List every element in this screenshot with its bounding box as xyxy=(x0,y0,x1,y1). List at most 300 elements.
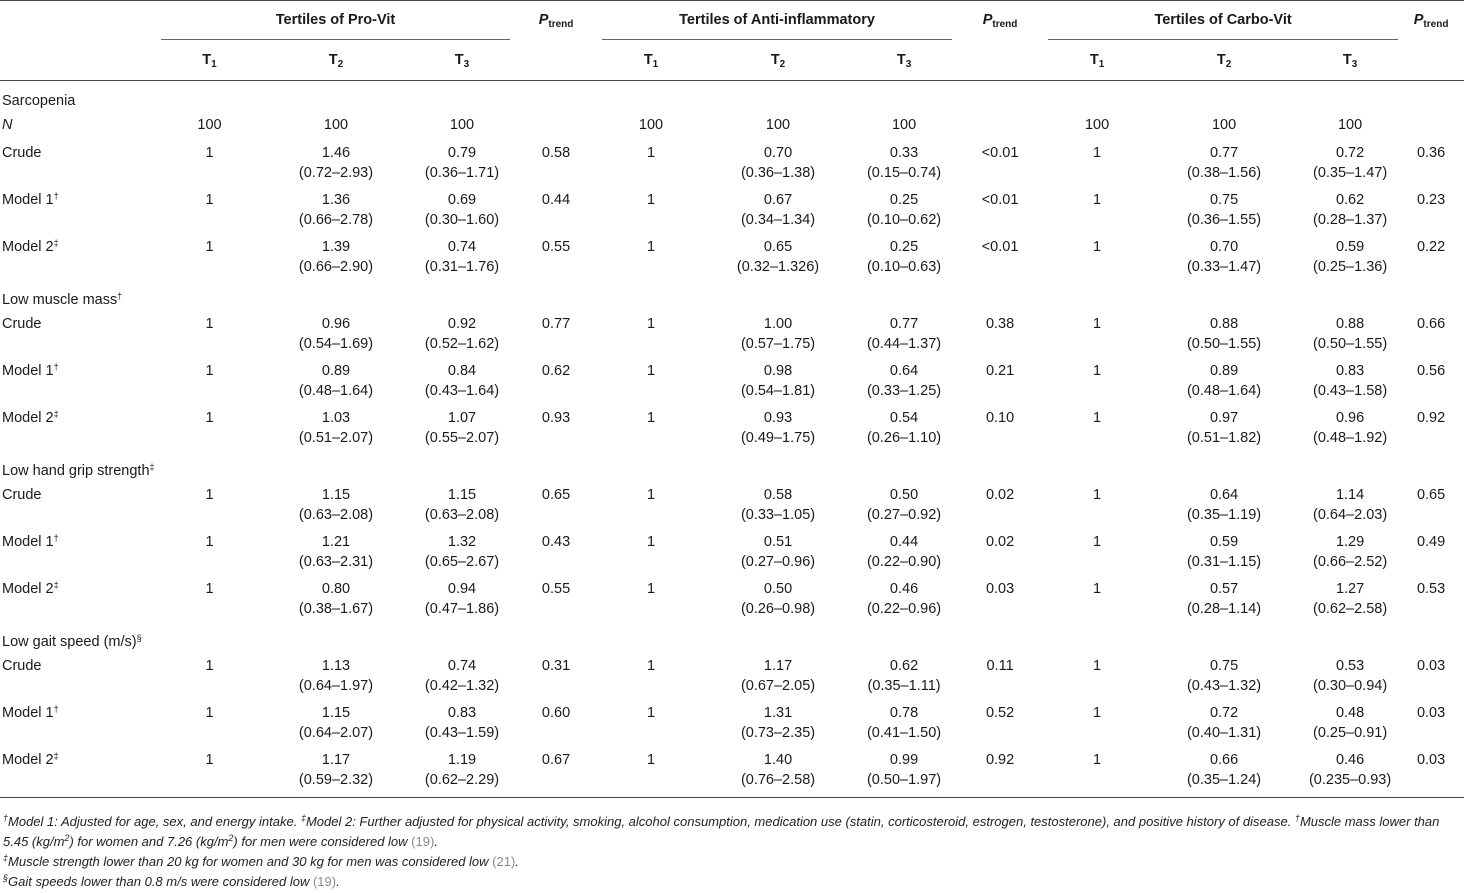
group-header-pro-vit: Tertiles of Pro-Vit xyxy=(161,1,510,40)
header-row-groups xyxy=(0,1,1464,40)
confidence-interval: (0.26–0.98) xyxy=(740,601,816,617)
table-row xyxy=(0,699,1464,746)
t3-value xyxy=(856,481,952,528)
confidence-interval: (0.35–1.47) xyxy=(1312,165,1388,181)
t3-value xyxy=(414,233,510,280)
odds-ratio: 0.75 xyxy=(1209,192,1239,208)
odds-ratio: 0.83 xyxy=(1335,363,1365,379)
table-row xyxy=(0,652,1464,699)
p-trend-value: 0.92 xyxy=(1416,410,1446,426)
table-row xyxy=(0,111,1464,139)
p-trend-value: 0.53 xyxy=(1416,581,1446,597)
odds-ratio: 0.88 xyxy=(1335,316,1365,332)
odds-ratio: 1.15 xyxy=(447,487,477,503)
t2-value xyxy=(1146,139,1302,186)
confidence-interval: (0.43–1.32) xyxy=(1186,678,1262,694)
t1-value: 1 xyxy=(205,658,214,674)
odds-ratio: 0.72 xyxy=(1335,145,1365,161)
t1-value: 1 xyxy=(205,363,214,379)
t1-value: 1 xyxy=(646,316,656,332)
odds-ratio: 1.15 xyxy=(321,487,351,503)
confidence-interval: (0.50–1.55) xyxy=(1312,336,1388,352)
table-row xyxy=(0,186,1464,233)
t2-value xyxy=(700,481,856,528)
odds-ratio: 1.21 xyxy=(321,534,351,550)
table-row xyxy=(0,481,1464,528)
section-header-row xyxy=(0,451,1464,481)
p-trend-value: 0.11 xyxy=(986,658,1014,674)
odds-ratio: 0.51 xyxy=(763,534,793,550)
p-trend-value: 0.58 xyxy=(541,145,571,161)
confidence-interval: (0.50–1.55) xyxy=(1186,336,1262,352)
t2-value xyxy=(1146,186,1302,233)
tertile-header-t1: $T_1$ xyxy=(1048,40,1146,81)
table-row xyxy=(0,746,1464,797)
confidence-interval: (0.30–0.94) xyxy=(1312,678,1388,694)
p-trend-value: 0.02 xyxy=(985,487,1015,503)
confidence-interval: (0.15–0.74) xyxy=(866,165,942,181)
row-label-text: Model 2 xyxy=(2,410,54,426)
confidence-interval: (0.48–1.64) xyxy=(1186,383,1262,399)
t3-value xyxy=(414,528,510,575)
section-name: Sarcopenia xyxy=(2,93,76,109)
odds-ratio: 1.03 xyxy=(321,410,351,426)
section-title xyxy=(0,81,1464,112)
odds-ratio: 0.48 xyxy=(1335,705,1365,721)
table-header xyxy=(0,1,1464,81)
row-label xyxy=(0,652,161,699)
t1-value: 1 xyxy=(646,487,656,503)
ptrend-header: $P_{trend}$ xyxy=(510,1,602,40)
t2-value xyxy=(700,139,856,186)
t1-value: 1 xyxy=(646,658,656,674)
reference-link[interactable]: (19) xyxy=(411,834,435,849)
empty-cell xyxy=(952,111,1048,139)
table-row xyxy=(0,357,1464,404)
confidence-interval: (0.41–1.50) xyxy=(866,725,942,741)
p-trend-value: <0.01 xyxy=(981,145,1019,161)
row-label-text: Crude xyxy=(2,658,42,674)
t3-value xyxy=(856,652,952,699)
n-value: 100 xyxy=(197,117,222,133)
row-label xyxy=(0,310,161,357)
t1-value: 1 xyxy=(646,581,656,597)
section-name: Low hand grip strength xyxy=(2,463,150,479)
odds-ratio: 0.62 xyxy=(889,658,919,674)
t1-value: 1 xyxy=(646,363,656,379)
section-title: Low hand grip strength‡ xyxy=(2,462,155,479)
reference-link[interactable]: (19) xyxy=(312,874,337,889)
p-trend-value: 0.62 xyxy=(541,363,571,379)
odds-ratio: 0.98 xyxy=(763,363,793,379)
footnote-muscle-strength: ‡Muscle strength lower than 20 kg for women and 30 kg for men was considered low (21). xyxy=(3,853,519,869)
confidence-interval: (0.64–2.07) xyxy=(298,725,374,741)
n-value: 100 xyxy=(765,117,791,133)
t2-value xyxy=(700,575,856,622)
confidence-interval: (0.43–1.64) xyxy=(424,383,500,399)
t3-value xyxy=(856,746,952,797)
confidence-interval: (0.64–1.97) xyxy=(298,678,374,694)
t2-value xyxy=(700,186,856,233)
p-trend-value: 0.23 xyxy=(1416,192,1446,208)
confidence-interval: (0.10–0.63) xyxy=(866,259,942,275)
t1-value: 1 xyxy=(1093,581,1102,597)
row-label-text: Model 1 xyxy=(2,192,54,208)
t3-value xyxy=(1302,233,1398,280)
t1-value: 1 xyxy=(646,534,656,550)
t3-value xyxy=(414,404,510,451)
n-value: 100 xyxy=(638,117,664,133)
header-row-tertiles xyxy=(0,40,1464,81)
odds-ratio: 0.74 xyxy=(447,658,477,674)
confidence-interval: (0.38–1.67) xyxy=(298,601,374,617)
t2-value xyxy=(1146,233,1302,280)
table-body xyxy=(0,81,1464,798)
odds-ratio: 0.74 xyxy=(447,239,477,255)
confidence-interval: (0.10–0.62) xyxy=(866,212,942,228)
t3-value xyxy=(1302,481,1398,528)
t1-value: 1 xyxy=(205,487,214,503)
row-label: Model 1† xyxy=(2,533,59,550)
t1-value: 1 xyxy=(1093,705,1102,721)
t1-value: 1 xyxy=(205,192,214,208)
t3-value xyxy=(1302,310,1398,357)
confidence-interval: (0.48–1.92) xyxy=(1312,430,1388,446)
confidence-interval: (0.62–2.58) xyxy=(1312,601,1388,617)
tertile-header-t2: $T_2$ xyxy=(258,40,414,81)
p-trend-value: 0.65 xyxy=(541,487,571,503)
odds-ratio: 0.75 xyxy=(1209,658,1239,674)
row-label-text: Crude xyxy=(2,316,42,332)
t3-value xyxy=(1302,575,1398,622)
odds-ratio: 1.17 xyxy=(321,752,351,768)
row-label-text: N xyxy=(2,117,13,133)
p-trend-value: 0.65 xyxy=(1416,487,1446,503)
t2-value xyxy=(258,186,414,233)
t1-value: 1 xyxy=(205,581,214,597)
t2-value xyxy=(700,528,856,575)
empty-cell xyxy=(510,111,602,139)
t3-value xyxy=(414,186,510,233)
p-trend-value: 0.22 xyxy=(1416,239,1446,255)
t2-value xyxy=(700,699,856,746)
t3-value xyxy=(856,310,952,357)
group-header-anti-inflammatory: Tertiles of Anti-inflammatory xyxy=(602,1,952,40)
confidence-interval: (0.35–1.24) xyxy=(1186,772,1262,788)
row-label: Model 1† xyxy=(2,191,59,208)
t1-value: 1 xyxy=(646,410,656,426)
n-value: 100 xyxy=(323,117,349,133)
n-value: 100 xyxy=(1211,117,1237,133)
confidence-interval: (0.43–1.58) xyxy=(1312,383,1388,399)
odds-ratio: 0.67 xyxy=(763,192,793,208)
confidence-interval: (0.22–0.90) xyxy=(866,554,942,570)
row-label xyxy=(0,111,161,139)
t2-value xyxy=(700,310,856,357)
t3-value xyxy=(414,357,510,404)
confidence-interval: (0.31–1.76) xyxy=(424,259,500,275)
odds-ratio: 0.70 xyxy=(763,145,793,161)
row-label: Model 2‡ xyxy=(2,409,59,426)
p-trend-value: 0.10 xyxy=(985,410,1015,426)
row-label: Model 1† xyxy=(2,362,59,379)
odds-ratio: 0.80 xyxy=(321,581,351,597)
table-row xyxy=(0,139,1464,186)
t2-value xyxy=(1146,481,1302,528)
p-trend-value: 0.60 xyxy=(541,705,571,721)
t2-value xyxy=(258,310,414,357)
odds-ratio: 0.89 xyxy=(1209,363,1239,379)
p-trend-value: 0.93 xyxy=(541,410,571,426)
confidence-interval: (0.235–0.93) xyxy=(1308,772,1392,788)
tertile-header-t1: $T_1$ xyxy=(602,40,700,81)
odds-ratio: 0.72 xyxy=(1209,705,1239,721)
row-label xyxy=(0,139,161,186)
p-trend-value: 0.36 xyxy=(1416,145,1446,161)
t1-value: 1 xyxy=(205,316,214,332)
p-trend-value: 0.38 xyxy=(985,316,1015,332)
t3-value xyxy=(856,357,952,404)
t3-value xyxy=(1302,357,1398,404)
confidence-interval: (0.49–1.75) xyxy=(740,430,816,446)
tertile-header-t2: $T_2$ xyxy=(700,40,856,81)
confidence-interval: (0.51–2.07) xyxy=(298,430,374,446)
p-trend-value: 0.03 xyxy=(985,581,1015,597)
confidence-interval: (0.72–2.93) xyxy=(298,165,374,181)
confidence-interval: (0.22–0.96) xyxy=(866,601,942,617)
reference-link[interactable]: (21) xyxy=(492,854,516,869)
confidence-interval: (0.36–1.38) xyxy=(740,165,816,181)
odds-ratio: 0.44 xyxy=(889,534,919,550)
section-name: Low gait speed (m/s) xyxy=(2,634,137,650)
t3-value xyxy=(1302,139,1398,186)
t1-value: 1 xyxy=(205,239,214,255)
t3-value xyxy=(856,186,952,233)
p-trend-value: 0.77 xyxy=(541,316,571,332)
odds-ratio: 1.00 xyxy=(763,316,793,332)
t3-value xyxy=(1302,186,1398,233)
confidence-interval: (0.76–2.58) xyxy=(740,772,816,788)
confidence-interval: (0.52–1.62) xyxy=(424,336,500,352)
section-name: Low muscle mass xyxy=(2,292,118,308)
confidence-interval: (0.44–1.37) xyxy=(866,336,942,352)
t1-value: 1 xyxy=(1093,534,1102,550)
odds-ratio: 0.46 xyxy=(889,581,919,597)
t2-value xyxy=(1146,528,1302,575)
t3-value xyxy=(1302,528,1398,575)
odds-ratio: 0.65 xyxy=(763,239,793,255)
table-row xyxy=(0,575,1464,622)
table-row xyxy=(0,310,1464,357)
t3-value xyxy=(856,699,952,746)
odds-ratio: 0.93 xyxy=(763,410,793,426)
confidence-interval: (0.66–2.52) xyxy=(1312,554,1388,570)
t3-value xyxy=(414,746,510,797)
row-label-text: Model 1 xyxy=(2,705,54,721)
t2-value xyxy=(1146,652,1302,699)
n-value: 100 xyxy=(1084,117,1110,133)
p-trend-value: 0.43 xyxy=(541,534,571,550)
t2-value xyxy=(258,233,414,280)
odds-ratio: 0.89 xyxy=(321,363,351,379)
t3-value xyxy=(856,139,952,186)
odds-ratio: 0.25 xyxy=(889,192,919,208)
t1-value: 1 xyxy=(646,192,656,208)
row-label: Model 2‡ xyxy=(2,238,59,255)
t1-value: 1 xyxy=(1093,192,1102,208)
odds-ratio: 0.58 xyxy=(763,487,793,503)
p-trend-value: <0.01 xyxy=(981,239,1019,255)
odds-ratio: 1.32 xyxy=(447,534,477,550)
odds-ratio: 0.78 xyxy=(889,705,919,721)
group-header-carbo-vit: Tertiles of Carbo-Vit xyxy=(1048,1,1398,40)
t1-value: 1 xyxy=(1048,746,1146,797)
odds-ratio: 1.40 xyxy=(763,752,793,768)
confidence-interval: (0.48–1.64) xyxy=(298,383,374,399)
odds-ratio: 0.70 xyxy=(1209,239,1239,255)
section-header-row xyxy=(0,280,1464,310)
table-row xyxy=(0,233,1464,280)
confidence-interval: (0.57–1.75) xyxy=(740,336,816,352)
t3-value xyxy=(414,699,510,746)
confidence-interval: (0.64–2.03) xyxy=(1312,507,1388,523)
confidence-interval: (0.40–1.31) xyxy=(1186,725,1262,741)
confidence-interval: (0.63–2.31) xyxy=(298,554,374,570)
tertile-header-t2: $T_2$ xyxy=(1146,40,1302,81)
t2-value xyxy=(258,481,414,528)
p-trend-value: 0.56 xyxy=(1416,363,1446,379)
confidence-interval: (0.54–1.69) xyxy=(298,336,374,352)
confidence-interval: (0.63–2.08) xyxy=(298,507,374,523)
confidence-interval: (0.31–1.15) xyxy=(1186,554,1262,570)
t1-value: 1 xyxy=(205,705,214,721)
tertile-header-t3: $T_3$ xyxy=(414,40,510,81)
odds-ratio: 1.39 xyxy=(321,239,351,255)
confidence-interval: (0.28–1.14) xyxy=(1186,601,1262,617)
odds-ratio: 1.17 xyxy=(763,658,793,674)
t3-value xyxy=(856,528,952,575)
p-trend-value: 0.44 xyxy=(541,192,571,208)
p-trend-value: 0.55 xyxy=(541,239,571,255)
confidence-interval: (0.66–2.90) xyxy=(298,259,374,275)
row-label-text: Crude xyxy=(2,145,42,161)
confidence-interval: (0.26–1.10) xyxy=(866,430,942,446)
confidence-interval: (0.66–2.78) xyxy=(298,212,374,228)
footnote-models: †Model 1: Adjusted for age, sex, and energy intake. ‡Model 2: Further adjusted for physical activity, smoking, alcohol consumption, medication use (statin, corticosteroid, estrogen, testosterone), and positive history of disease. †Muscle mass lower than 5.45 $(kg/m^2)$ for women and 7.26 $(kg/m^2)$ for men were considered low (19). xyxy=(3,813,1440,849)
section-header-row xyxy=(0,622,1464,652)
odds-ratio: 0.25 xyxy=(889,239,919,255)
odds-ratio: 1.15 xyxy=(321,705,351,721)
t2-value xyxy=(700,746,856,797)
odds-ratio: 1.29 xyxy=(1335,534,1365,550)
confidence-interval: (0.47–1.86) xyxy=(424,601,500,617)
odds-ratio: 0.50 xyxy=(889,487,919,503)
odds-ratio: 0.46 xyxy=(1335,752,1365,768)
row-label-text: Model 1 xyxy=(2,534,54,550)
p-trend-value: 0.02 xyxy=(985,534,1015,550)
p-trend-value: 0.66 xyxy=(1416,316,1446,332)
confidence-interval: (0.55–2.07) xyxy=(424,430,500,446)
tertile-header-t1: $T_1$ xyxy=(161,40,258,81)
t3-value xyxy=(1302,404,1398,451)
t1-value: 1 xyxy=(1093,145,1102,161)
confidence-interval: (0.32–1.326) xyxy=(736,259,820,275)
odds-ratio: 0.83 xyxy=(447,705,477,721)
confidence-interval: (0.36–1.55) xyxy=(1186,212,1262,228)
odds-ratio: 0.64 xyxy=(889,363,919,379)
n-value: 100 xyxy=(1337,117,1363,133)
t1-value: 1 xyxy=(205,145,214,161)
t2-value xyxy=(258,699,414,746)
row-label: Model 2‡ xyxy=(2,580,59,597)
t3-value xyxy=(414,575,510,622)
odds-ratio: 0.96 xyxy=(321,316,351,332)
confidence-interval: (0.36–1.71) xyxy=(424,165,500,181)
t1-value: 1 xyxy=(646,239,656,255)
odds-ratio: 0.99 xyxy=(889,752,919,768)
t1-value: 1 xyxy=(205,410,214,426)
t3-value xyxy=(414,652,510,699)
odds-ratio: 0.54 xyxy=(889,410,919,426)
confidence-interval: (0.35–1.11) xyxy=(867,678,941,694)
p-trend-value: <0.01 xyxy=(981,192,1019,208)
confidence-interval: (0.34–1.34) xyxy=(740,212,816,228)
t2-value xyxy=(258,528,414,575)
t3-value xyxy=(1302,699,1398,746)
p-trend-value: 0.31 xyxy=(541,658,571,674)
odds-ratio: 1.13 xyxy=(321,658,351,674)
odds-ratio: 0.53 xyxy=(1335,658,1365,674)
t2-value xyxy=(258,746,414,797)
odds-ratio: 1.19 xyxy=(447,752,477,768)
section-header-row xyxy=(0,81,1464,112)
row-label: Model 2‡ xyxy=(0,746,161,797)
confidence-interval: (0.27–0.92) xyxy=(866,507,942,523)
t1-value: 1 xyxy=(161,746,258,797)
t2-value xyxy=(1146,746,1302,797)
section-title: Low muscle mass† xyxy=(2,291,123,308)
confidence-interval: (0.50–1.97) xyxy=(866,772,942,788)
t2-value xyxy=(1146,357,1302,404)
odds-ratio: 0.50 xyxy=(763,581,793,597)
t1-value: 1 xyxy=(646,705,656,721)
p-trend-value: 0.03 xyxy=(1416,658,1446,674)
confidence-interval: (0.65–2.67) xyxy=(424,554,500,570)
t1-value: 1 xyxy=(646,145,656,161)
confidence-interval: (0.28–1.37) xyxy=(1312,212,1388,228)
t2-value xyxy=(700,404,856,451)
odds-ratio: 0.62 xyxy=(1335,192,1365,208)
odds-ratio: 0.69 xyxy=(447,192,477,208)
confidence-interval: (0.33–1.47) xyxy=(1186,259,1262,275)
empty-cell xyxy=(1398,111,1464,139)
t3-value xyxy=(414,481,510,528)
t2-value xyxy=(258,357,414,404)
t3-value xyxy=(414,310,510,357)
t2-value xyxy=(258,652,414,699)
odds-ratio: 0.66 xyxy=(1209,752,1239,768)
tertile-header-t3: $T_3$ xyxy=(856,40,952,81)
odds-ratio: 1.14 xyxy=(1335,487,1365,503)
odds-ratio: 0.77 xyxy=(889,316,919,332)
t1-value: 1 xyxy=(1093,410,1102,426)
confidence-interval: (0.51–1.82) xyxy=(1186,430,1262,446)
t3-value xyxy=(1302,746,1398,797)
t1-value: 1 xyxy=(602,746,700,797)
odds-ratio: 1.46 xyxy=(321,145,351,161)
confidence-interval: (0.27–0.96) xyxy=(740,554,816,570)
t3-value xyxy=(856,404,952,451)
